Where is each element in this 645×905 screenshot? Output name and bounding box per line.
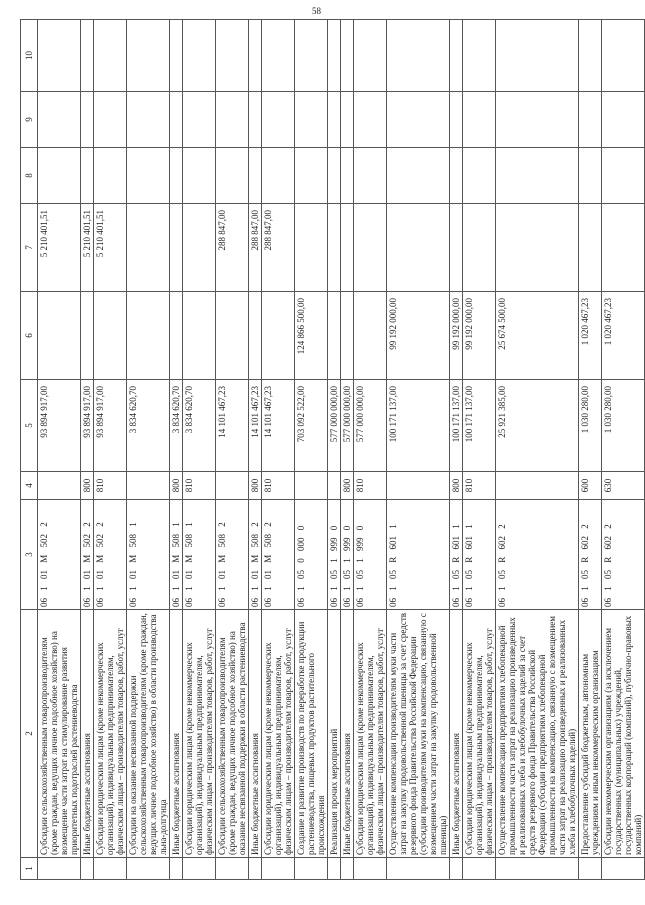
amount-cell [81, 92, 94, 148]
table-row [328, 20, 341, 880]
description-cell: Субсидии юридическим лицам (кроме некоммерческих организаций), индивидуальным предпринимателям, физическим лицам – производителям товаров, работ, услуг [463, 610, 496, 858]
table-row [295, 20, 328, 880]
amount-cell [450, 204, 463, 292]
amount-cell [170, 292, 183, 380]
expense-type-cell: 800 [341, 472, 354, 500]
expense-type-cell: 800 [249, 472, 262, 500]
expense-type-cell [127, 472, 170, 500]
amount-cell [249, 92, 262, 148]
amount-cell [463, 204, 496, 292]
code-cell: 06 1 05 R 601 1 [463, 500, 496, 610]
amount-cell: 5 210 401,51 [81, 204, 94, 292]
header-cell: 10 [21, 20, 38, 92]
amount-cell: 1 020 467,23 [602, 292, 645, 380]
amount-cell [262, 20, 295, 92]
amount-cell [127, 92, 170, 148]
description-cell: Иные бюджетные ассигнования [249, 610, 262, 858]
amount-cell [216, 92, 249, 148]
amount-cell [341, 204, 354, 292]
amount-cell [127, 20, 170, 92]
amount-cell [183, 292, 216, 380]
row-number-cell [295, 858, 328, 880]
row-number-cell [94, 858, 127, 880]
amount-cell [216, 292, 249, 380]
row-number-cell [81, 858, 94, 880]
amount-cell [38, 92, 81, 148]
header-cell: 3 [21, 500, 38, 610]
row-number-cell [387, 858, 450, 880]
table-row [496, 20, 579, 880]
expense-type-cell [38, 472, 81, 500]
amount-cell [328, 204, 341, 292]
amount-cell [249, 292, 262, 380]
amount-cell [341, 292, 354, 380]
amount-cell: 1 020 467,23 [579, 292, 602, 380]
amount-cell [496, 148, 579, 204]
amount-cell [295, 92, 328, 148]
amount-cell: 703 092 522,00 [295, 380, 328, 472]
amount-cell [328, 92, 341, 148]
amount-cell [183, 92, 216, 148]
description-cell: Субсидии сельскохозяйственным товаропроизводителям (кроме граждан, ведущих личное подсобное хозяйство) на оказание несвязанной поддержки в области растениеводства [216, 610, 249, 858]
amount-cell [463, 92, 496, 148]
code-cell: 06 1 01 M 502 2 [38, 500, 81, 610]
amount-cell [249, 148, 262, 204]
amount-cell [81, 20, 94, 92]
amount-cell: 5 210 401,51 [94, 204, 127, 292]
description-cell: Субсидии некоммерческим организациям (за исключением государственных (муниципальных) учреждений, государственных корпораций (компаний), публично-правовых компаний) [602, 610, 645, 858]
table-row [463, 20, 496, 880]
row-number-cell [354, 858, 387, 880]
expense-type-cell: 810 [262, 472, 295, 500]
amount-cell [262, 292, 295, 380]
description-cell: Создание и развитие производств по переработке продукции растениеводства, пищевых продуктов растительного происхождения [295, 610, 328, 858]
amount-cell [450, 20, 463, 92]
code-cell: 06 1 01 M 508 2 [249, 500, 262, 610]
amount-cell [602, 148, 645, 204]
row-number-cell [249, 858, 262, 880]
table-row [183, 20, 216, 880]
table-row [602, 20, 645, 880]
header-cell: 9 [21, 92, 38, 148]
row-number-cell [463, 858, 496, 880]
amount-cell [387, 92, 450, 148]
amount-cell [127, 292, 170, 380]
code-cell: 06 1 05 1 999 0 [328, 500, 341, 610]
amount-cell: 100 171 137,00 [387, 380, 450, 472]
code-cell: 06 1 01 M 508 1 [183, 500, 216, 610]
header-cell: 2 [21, 610, 38, 858]
page-number: 58 [312, 6, 321, 16]
expense-type-cell: 800 [450, 472, 463, 500]
amount-cell [450, 92, 463, 148]
row-number-cell [579, 858, 602, 880]
amount-cell: 25 674 500,00 [496, 292, 579, 380]
row-number-cell [262, 858, 295, 880]
expense-type-cell [295, 472, 328, 500]
description-cell: Иные бюджетные ассигнования [81, 610, 94, 858]
amount-cell [183, 204, 216, 292]
header-cell: 8 [21, 148, 38, 204]
description-cell: Иные бюджетные ассигнования [341, 610, 354, 858]
amount-cell: 288 847,00 [249, 204, 262, 292]
amount-cell [295, 204, 328, 292]
code-cell: 06 1 01 M 508 1 [127, 500, 170, 610]
amount-cell [216, 20, 249, 92]
header-cell: 7 [21, 204, 38, 292]
expense-type-cell: 810 [463, 472, 496, 500]
table-row [38, 20, 81, 880]
row-number-cell [328, 858, 341, 880]
rotated-sheet [20, 20, 643, 880]
expense-type-cell: 600 [579, 472, 602, 500]
header-cell: 1 [21, 858, 38, 880]
code-cell: 06 1 01 M 502 2 [81, 500, 94, 610]
code-cell: 06 1 05 1 999 0 [354, 500, 387, 610]
expense-type-cell: 810 [94, 472, 127, 500]
amount-cell [579, 20, 602, 92]
description-cell: Субсидии юридическим лицам (кроме некоммерческих организаций), индивидуальным предпринимателям, физическим лицам – производителям товаров, работ, услуг [354, 610, 387, 858]
amount-cell [450, 148, 463, 204]
table-row [127, 20, 170, 880]
amount-cell: 93 894 917,00 [94, 380, 127, 472]
amount-cell [354, 204, 387, 292]
amount-cell [183, 20, 216, 92]
header-cell: 5 [21, 380, 38, 472]
amount-cell: 3 834 620,70 [183, 380, 216, 472]
table-row [262, 20, 295, 880]
table-row [94, 20, 127, 880]
amount-cell [295, 148, 328, 204]
amount-cell [295, 20, 328, 92]
description-cell: Иные бюджетные ассигнования [450, 610, 463, 858]
amount-cell [170, 92, 183, 148]
amount-cell: 3 834 620,70 [170, 380, 183, 472]
expense-type-cell: 810 [354, 472, 387, 500]
amount-cell: 577 000 000,00 [354, 380, 387, 472]
amount-cell [38, 20, 81, 92]
amount-cell: 3 834 620,70 [127, 380, 170, 472]
amount-cell: 93 894 917,00 [81, 380, 94, 472]
row-number-cell [216, 858, 249, 880]
header-row [21, 20, 38, 880]
description-cell: Осуществление компенсации предприятиям хлебопекарной промышленности части затрат на реализацию произведенных и реализованных хлеба и хлебобулочных изделий за счет средств резервного фонда Правительства Российской Федерации (субсидии предприятиям хлебопекарной промышленности на компенсацию, связанную с возмещением части затрат на реализацию произведенных и реализованных хлеба и хлебобулочных изделий) [496, 610, 579, 858]
expense-type-cell [328, 472, 341, 500]
code-cell: 06 1 05 R 602 2 [579, 500, 602, 610]
description-cell: Осуществление компенсации производителям муки части затрат на закупку продовольственной пшеницы за счет средств резервного фонда Правительства Российской Федерации (субсидии производителям муки на компенсацию, связанную с возмещением части затрат на закупку продовольственной пшеницы) [387, 610, 450, 858]
amount-cell [579, 148, 602, 204]
amount-cell [496, 204, 579, 292]
amount-cell [341, 92, 354, 148]
expense-type-cell: 630 [602, 472, 645, 500]
amount-cell: 99 192 000,00 [387, 292, 450, 380]
table-row [341, 20, 354, 880]
amount-cell [602, 20, 645, 92]
amount-cell [94, 92, 127, 148]
row-number-cell [450, 858, 463, 880]
amount-cell: 100 171 137,00 [450, 380, 463, 472]
amount-cell [602, 204, 645, 292]
amount-cell [249, 20, 262, 92]
amount-cell [170, 20, 183, 92]
amount-cell [463, 20, 496, 92]
amount-cell [354, 292, 387, 380]
row-number-cell [183, 858, 216, 880]
code-cell: 06 1 05 R 601 1 [387, 500, 450, 610]
amount-cell [387, 20, 450, 92]
table-row [216, 20, 249, 880]
amount-cell [387, 148, 450, 204]
amount-cell [38, 148, 81, 204]
description-cell: Субсидии юридическим лицам (кроме некоммерческих организаций), индивидуальным предпринимателям, физическим лицам – производителям товаров, работ, услуг [262, 610, 295, 858]
amount-cell [170, 204, 183, 292]
amount-cell: 99 192 000,00 [450, 292, 463, 380]
amount-cell: 1 030 280,00 [602, 380, 645, 472]
amount-cell [328, 292, 341, 380]
amount-cell [387, 204, 450, 292]
expense-type-cell [496, 472, 579, 500]
amount-cell [94, 20, 127, 92]
amount-cell: 14 101 467,23 [216, 380, 249, 472]
expense-type-cell [216, 472, 249, 500]
amount-cell: 14 101 467,23 [262, 380, 295, 472]
amount-cell [94, 148, 127, 204]
code-cell: 06 1 01 M 502 2 [94, 500, 127, 610]
expense-type-cell: 800 [170, 472, 183, 500]
expense-type-cell: 810 [183, 472, 216, 500]
description-cell: Субсидии юридическим лицам (кроме некоммерческих организаций), индивидуальным предпринимателям, физическим лицам – производителям товаров, работ, услуг [183, 610, 216, 858]
amount-cell: 288 847,00 [216, 204, 249, 292]
amount-cell [341, 148, 354, 204]
amount-cell: 288 847,00 [262, 204, 295, 292]
amount-cell [262, 92, 295, 148]
amount-cell [354, 20, 387, 92]
description-cell: Субсидии на оказание несвязанной поддержки сельскохозяйственным товаропроизводителям (кроме граждан, ведущих личное подсобное хозяйство) в области производства льна-долгунца [127, 610, 170, 858]
expense-type-cell [387, 472, 450, 500]
amount-cell [38, 292, 81, 380]
amount-cell: 577 000 000,00 [328, 380, 341, 472]
amount-cell [602, 92, 645, 148]
amount-cell [216, 148, 249, 204]
amount-cell: 14 101 467,23 [249, 380, 262, 472]
amount-cell: 25 921 385,00 [496, 380, 579, 472]
amount-cell: 5 210 401,51 [38, 204, 81, 292]
row-number-cell [341, 858, 354, 880]
table-row [450, 20, 463, 880]
amount-cell: 99 192 000,00 [463, 292, 496, 380]
description-cell: Предоставление субсидий бюджетным, автономным учреждениям и иным некоммерческим организациям [579, 610, 602, 858]
code-cell: 06 1 05 R 602 2 [602, 500, 645, 610]
description-cell: Субсидии сельскохозяйственным товаропроизводителям (кроме граждан, ведущих личное подсобное хозяйство) на возмещение части затрат на стимулирование развития приоритетных подотраслей растениеводства [38, 610, 81, 858]
table-row [354, 20, 387, 880]
amount-cell: 100 171 137,00 [463, 380, 496, 472]
description-cell: Иные бюджетные ассигнования [170, 610, 183, 858]
description-cell: Субсидии юридическим лицам (кроме некоммерческих организаций), индивидуальным предпринимателям, физическим лицам – производителям товаров, работ, услуг [94, 610, 127, 858]
amount-cell: 577 000 000,00 [341, 380, 354, 472]
code-cell: 06 1 05 1 999 0 [341, 500, 354, 610]
amount-cell [127, 148, 170, 204]
code-cell: 06 1 05 R 601 1 [450, 500, 463, 610]
amount-cell [463, 148, 496, 204]
amount-cell [496, 20, 579, 92]
table-row [81, 20, 94, 880]
row-number-cell [602, 858, 645, 880]
amount-cell [81, 148, 94, 204]
row-number-cell [127, 858, 170, 880]
amount-cell: 124 866 500,00 [295, 292, 328, 380]
amount-cell: 93 894 917,00 [38, 380, 81, 472]
amount-cell: 1 030 280,00 [579, 380, 602, 472]
amount-cell [94, 292, 127, 380]
amount-cell [328, 148, 341, 204]
row-number-cell [496, 858, 579, 880]
row-number-cell [38, 858, 81, 880]
table-row [387, 20, 450, 880]
amount-cell [328, 20, 341, 92]
amount-cell [341, 20, 354, 92]
code-cell: 06 1 05 R 602 2 [496, 500, 579, 610]
table-row [249, 20, 262, 880]
amount-cell [354, 92, 387, 148]
row-number-cell [170, 858, 183, 880]
amount-cell [496, 92, 579, 148]
code-cell: 06 1 01 M 508 2 [216, 500, 249, 610]
code-cell: 06 1 01 M 508 2 [262, 500, 295, 610]
expense-type-cell: 800 [81, 472, 94, 500]
amount-cell [170, 148, 183, 204]
amount-cell [579, 204, 602, 292]
amount-cell [354, 148, 387, 204]
header-cell: 4 [21, 472, 38, 500]
amount-cell [81, 292, 94, 380]
amount-cell [579, 92, 602, 148]
header-cell: 6 [21, 292, 38, 380]
table-row [579, 20, 602, 880]
budget-table [20, 19, 645, 880]
code-cell: 06 1 01 M 508 1 [170, 500, 183, 610]
description-cell: Реализация прочих мероприятий [328, 610, 341, 858]
amount-cell [127, 204, 170, 292]
amount-cell [262, 148, 295, 204]
code-cell: 06 1 05 0 000 0 [295, 500, 328, 610]
table-row [170, 20, 183, 880]
amount-cell [183, 148, 216, 204]
